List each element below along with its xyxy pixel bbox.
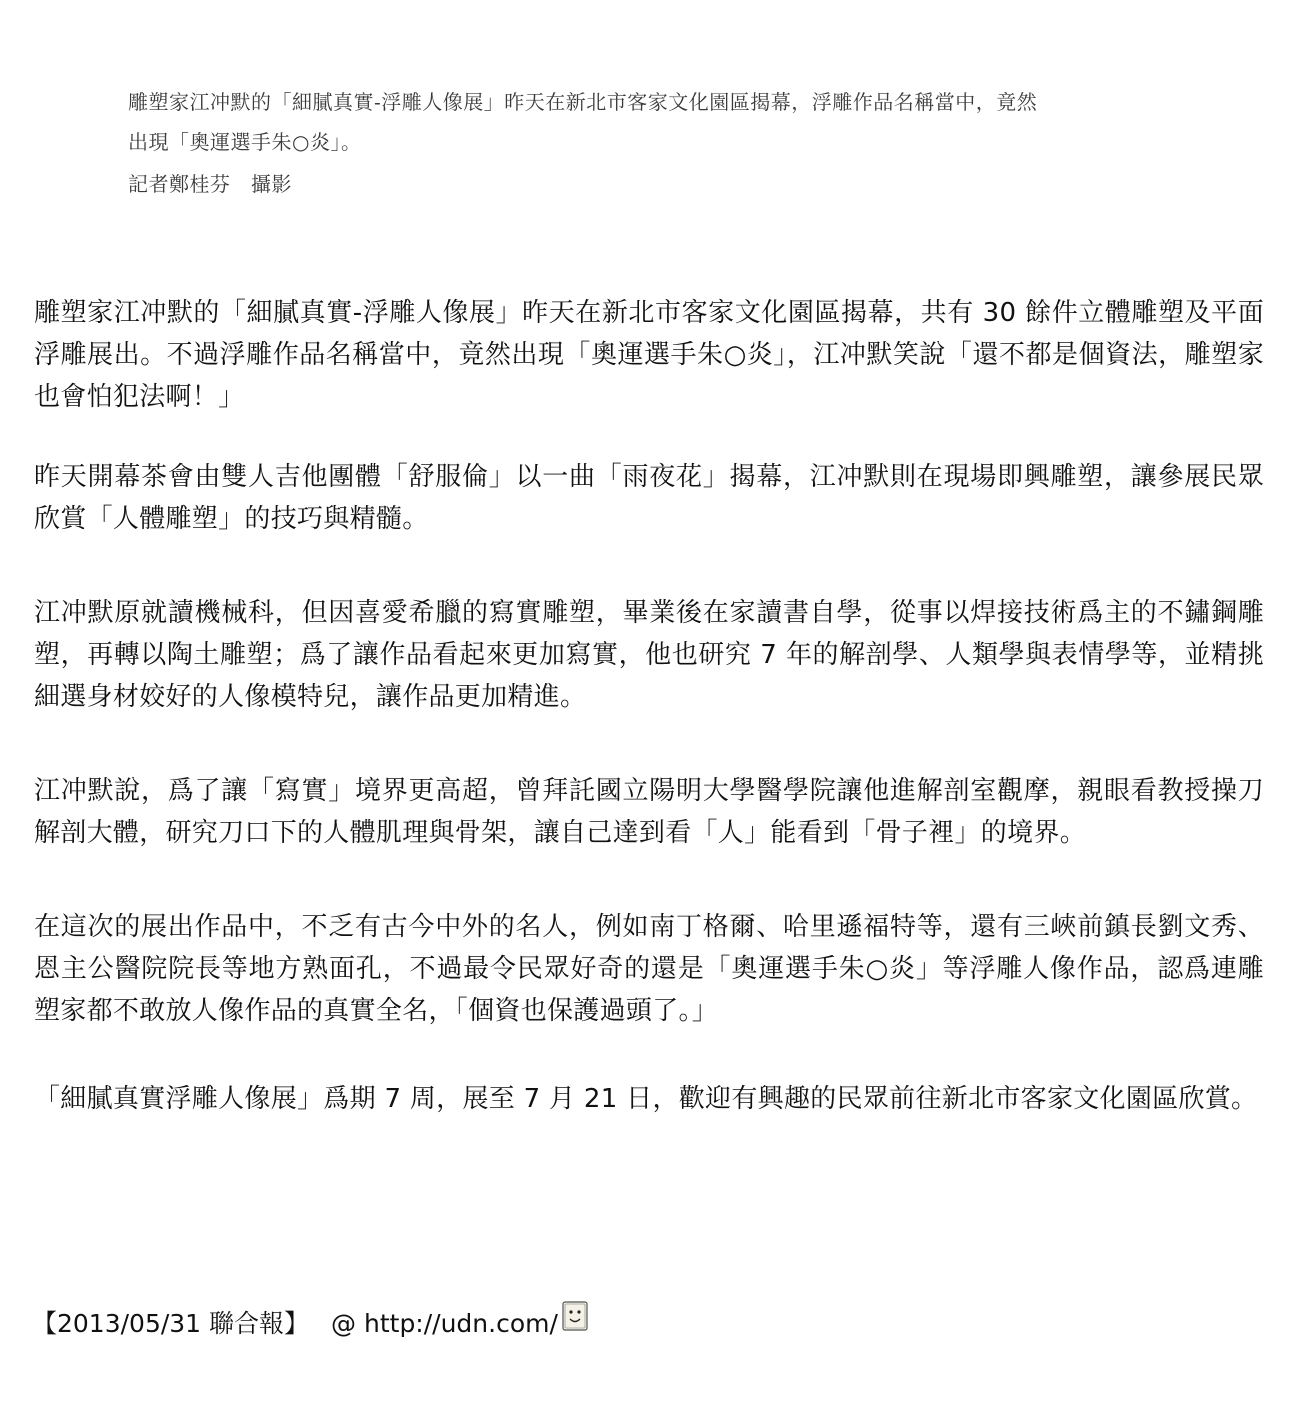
article-body — [34, 292, 1264, 1178]
photo-credit: 記者鄭桂芬 攝影 — [128, 172, 292, 196]
article-paragraph: 在這次的展出作品中，不乏有古今中外的名人，例如南丁格爾、哈里遜福特等，還有三峽前鎮長劉文秀、恩主公醫院院長等地方熟面孔，不過最令民眾好奇的還是「奧運選手朱○炎」等浮雕人像作品，認爲連雕塑家都不敢放人像作品的真實全名，「個資也保護過頭了。」 — [34, 912, 1264, 1026]
smiley-icon — [562, 1301, 588, 1331]
article-paragraph: 雕塑家江冲默的「細膩真實-浮雕人像展」昨天在新北市客家文化園區揭幕，共有 30 餘件立體雕塑及平面浮雕展出。不過浮雕作品名稱當中，竟然出現「奧運選手朱○炎」，江冲默笑說「還不都是個資法，雕塑家也會怕犯法啊！」 — [34, 298, 1264, 412]
article-paragraph: 江冲默原就讀機械科，但因喜愛希臘的寫實雕塑，畢業後在家讀書自學，從事以焊接技術爲主的不鏽鋼雕塑，再轉以陶土雕塑；爲了讓作品看起來更加寫實，他也研究 7 年的解剖學、人類學與表情學等，並精挑細選身材姣好的人像模特兒，讓作品更加精進。 — [34, 598, 1264, 712]
article-paragraph: 江冲默說，爲了讓「寫實」境界更高超，曾拜託國立陽明大學醫學院讓他進解剖室觀摩，親眼看教授操刀解剖大體，研究刀口下的人體肌理與骨架，讓自己達到看「人」能看到「骨子裡」的境界。 — [34, 776, 1264, 848]
article-paragraph: 「細膩真實浮雕人像展」爲期 7 周，展至 7 月 21 日，歡迎有興趣的民眾前往新北市客家文化園區欣賞。 — [34, 1084, 1258, 1114]
caption-line-1: 雕塑家江冲默的「細膩真實-浮雕人像展」昨天在新北市客家文化園區揭幕，浮雕作品名稱當中，竟然 — [128, 90, 1038, 114]
caption-line-2: 出現「奧運選手朱○炎」。 — [128, 130, 362, 154]
photo-caption — [128, 82, 1198, 204]
source-url[interactable]: @ http://udn.com/ — [331, 1309, 558, 1338]
source-date: 【2013/05/31 聯合報】 — [32, 1309, 310, 1338]
source-footer — [32, 1304, 588, 1344]
article-paragraph: 昨天開幕茶會由雙人吉他團體「舒服倫」以一曲「雨夜花」揭幕，江冲默則在現場即興雕塑，讓參展民眾欣賞「人體雕塑」的技巧與精髓。 — [34, 462, 1264, 534]
